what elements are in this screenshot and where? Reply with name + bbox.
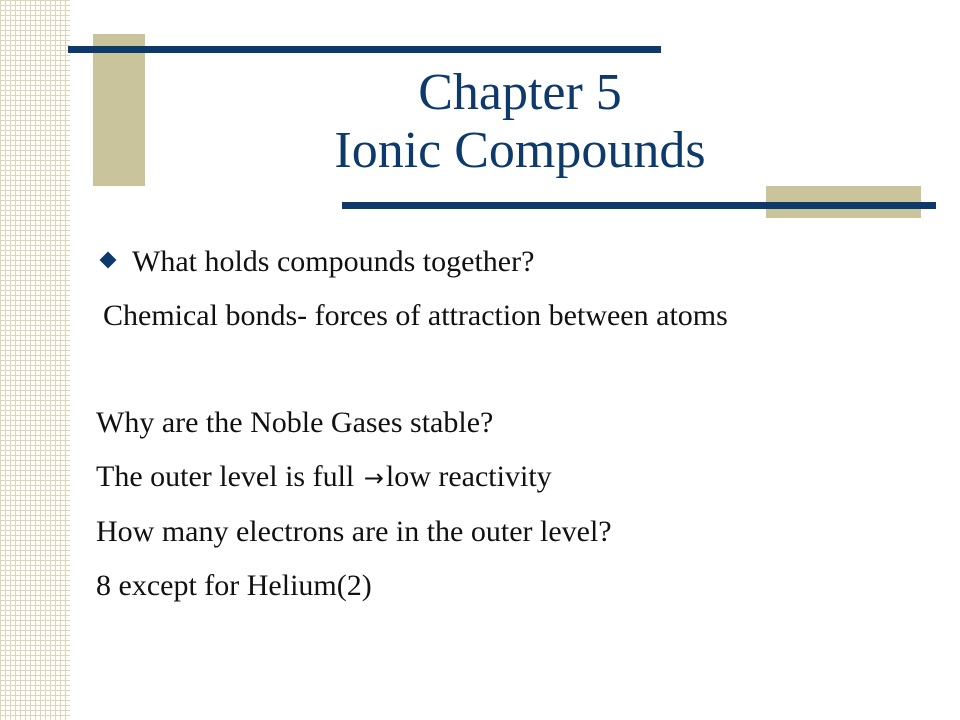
diamond-bullet-icon — [100, 252, 117, 269]
bullet-answer-line: Chemical bonds- forces of attraction between atoms — [103, 299, 728, 332]
title-line-topic: Ionic Compounds — [334, 122, 706, 179]
right-arrow-icon: → — [363, 464, 384, 492]
electrons-question: How many electrons are in the outer level? — [96, 515, 612, 548]
noble-gases-question: Why are the Noble Gases stable? — [96, 406, 494, 439]
slide-title — [150, 64, 890, 180]
title-accent-block-left — [93, 34, 145, 186]
noble-answer-text-end: low reactivity — [385, 460, 552, 493]
noble-answer-text-start: The outer level is full — [96, 460, 355, 493]
title-rule-top — [68, 46, 661, 53]
bullet-question-text: What holds compounds together? — [132, 245, 535, 278]
hatched-margin-strip — [0, 0, 70, 720]
noble-gases-answer — [96, 459, 552, 496]
title-rule-bottom — [342, 202, 936, 209]
electrons-answer: 8 except for Helium(2) — [96, 569, 372, 602]
bullet-item-question — [102, 244, 534, 280]
title-line-chapter: Chapter 5 — [418, 64, 622, 121]
